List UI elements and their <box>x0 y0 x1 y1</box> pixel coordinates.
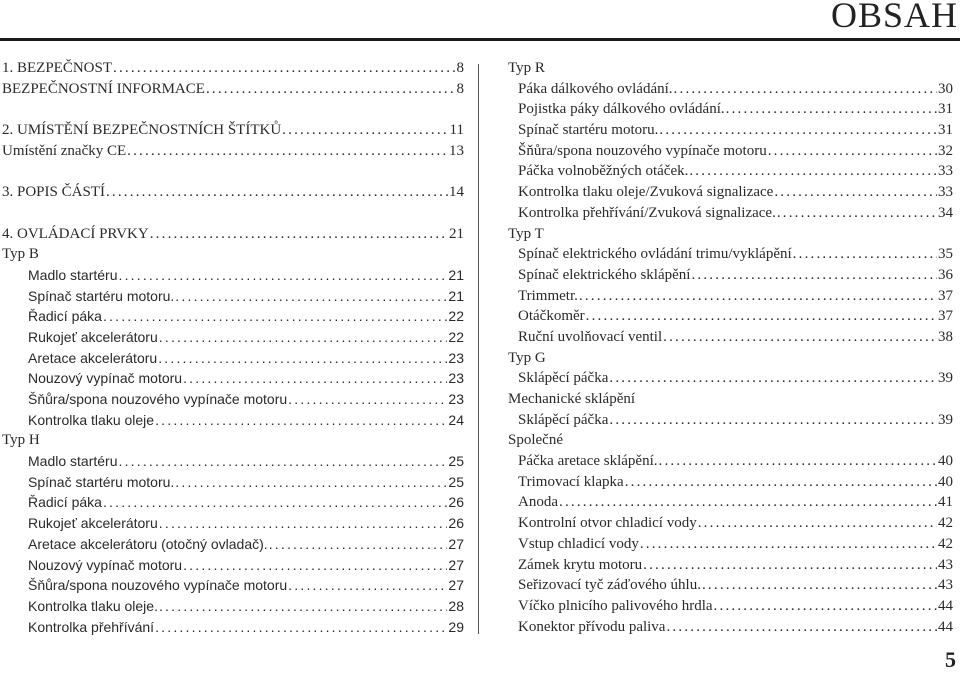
page-title: OBSAH <box>830 0 958 35</box>
toc-entry-title: Víčko plnicího palivového hrdla <box>518 597 713 614</box>
toc-leader-dots <box>127 141 448 162</box>
toc-entry[interactable] <box>2 286 464 307</box>
toc-leader-dots <box>269 534 448 555</box>
page-number: 5 <box>945 647 956 672</box>
toc-entry-page: 21 <box>449 225 464 242</box>
toc-leader-dots <box>726 99 937 120</box>
toc-entry[interactable] <box>508 472 953 493</box>
toc-entry[interactable] <box>2 555 464 576</box>
toc-entry-page: 39 <box>938 370 953 387</box>
toc-leader-dots <box>659 120 937 141</box>
toc-leader-dots <box>118 451 447 472</box>
toc-entry-title: 2. UMÍSTĚNÍ BEZPEČNOSTNÍCH ŠTÍTKŮ <box>2 122 282 139</box>
toc-leader-dots <box>288 389 447 410</box>
toc-entry[interactable] <box>508 410 953 431</box>
toc-section-heading <box>2 430 464 451</box>
toc-leader-dots <box>103 492 447 513</box>
toc-entry-page: 27 <box>448 577 464 594</box>
toc-entry-title: Aretace akcelerátoru <box>28 349 158 366</box>
toc-entry-title: Madlo startéru <box>28 453 118 470</box>
toc-entry-title: Mechanické sklápění <box>508 391 636 407</box>
toc-entry-page: 23 <box>448 370 464 387</box>
toc-entry-page: 27 <box>448 535 464 552</box>
toc-entry-title: Kontrolka tlaku oleje. <box>28 597 158 614</box>
toc-leader-dots <box>666 617 937 638</box>
toc-entry-page: 38 <box>938 328 953 345</box>
toc-entry-page: 41 <box>938 494 953 511</box>
toc-entry[interactable] <box>2 534 464 555</box>
toc-entry[interactable] <box>2 492 464 513</box>
toc-leader-dots <box>206 79 456 100</box>
toc-entry-page: 31 <box>938 122 953 139</box>
toc-leader-dots <box>282 120 448 141</box>
toc-entry[interactable] <box>508 534 953 555</box>
toc-entry[interactable] <box>2 410 464 431</box>
toc-entry[interactable] <box>2 596 464 617</box>
toc-leader-dots <box>559 492 937 513</box>
toc-section-heading <box>508 58 953 79</box>
toc-leader-dots <box>159 327 448 348</box>
toc-entry-title: Kontrolka přehřívání/Zvuková signalizace. <box>518 204 776 221</box>
toc-leader-dots <box>586 306 937 327</box>
toc-entry-title: Seřizovací tyč záďového úhlu. <box>518 577 701 594</box>
toc-entry[interactable] <box>2 182 464 203</box>
toc-leader-dots <box>118 265 447 286</box>
toc-entry-page: 44 <box>938 597 953 614</box>
toc-entry-title: Rukojeť akcelerátoru <box>28 328 158 345</box>
toc-entry-page: 27 <box>448 556 464 573</box>
toc-entry-title: Spínač elektrického sklápění <box>518 266 691 283</box>
toc-right-column <box>508 58 953 637</box>
toc-entry[interactable] <box>508 617 953 638</box>
toc-entry-page: 43 <box>938 556 953 573</box>
toc-entry-title: Sklápěcí páčka <box>518 370 609 387</box>
toc-entry[interactable] <box>2 389 464 410</box>
toc-entry-page: 31 <box>938 101 953 118</box>
toc-leader-dots <box>625 472 937 493</box>
toc-entry[interactable] <box>508 451 953 472</box>
toc-entry-title: Řadicí páka <box>28 494 102 511</box>
toc-entry[interactable] <box>508 575 953 596</box>
toc-leader-dots <box>175 286 447 307</box>
toc-entry-title: Vstup chladicí vody <box>518 535 639 552</box>
toc-entry-title: BEZPEČNOSTNÍ INFORMACE <box>2 80 205 97</box>
toc-leader-dots <box>691 265 937 286</box>
toc-leader-dots <box>698 513 937 534</box>
toc-entry-title: Trimovací klapka <box>518 473 624 490</box>
toc-entry[interactable] <box>508 327 953 348</box>
toc-entry-page: 24 <box>448 411 464 428</box>
toc-entry-title: Spínač startéru motoru. <box>28 473 175 490</box>
toc-entry[interactable] <box>2 348 464 369</box>
toc-entry[interactable] <box>2 472 464 493</box>
toc-entry-title: Páčka volnoběžných otáček. <box>518 163 689 180</box>
toc-entry[interactable] <box>508 203 953 224</box>
toc-entry-title: Šňůra/spona nouzového vypínače motoru <box>518 142 767 159</box>
toc-entry-title: Páčka aretace sklápění. <box>518 453 658 470</box>
toc-entry[interactable] <box>508 306 953 327</box>
toc-leader-dots <box>155 410 447 431</box>
toc-leader-dots <box>714 596 937 617</box>
toc-entry-title: Aretace akcelerátoru (otočný ovladač). <box>28 535 268 552</box>
toc-entry-page: 43 <box>938 577 953 594</box>
toc-entry[interactable] <box>508 513 953 534</box>
toc-entry-title: Řadicí páka <box>28 308 102 325</box>
toc-leader-dots <box>183 368 447 389</box>
toc-section-heading <box>508 430 953 451</box>
toc-entry-page: 22 <box>448 328 464 345</box>
toc-entry-page: 30 <box>938 80 953 97</box>
toc-entry-page: 39 <box>938 411 953 428</box>
toc-leader-dots <box>103 306 447 327</box>
toc-entry-page: 40 <box>938 453 953 470</box>
toc-entry-title: Typ G <box>508 349 546 366</box>
toc-entry-title: Nouzový vypínač motoru <box>28 370 183 387</box>
toc-entry-title: 4. OVLÁDACÍ PRVKY <box>2 225 149 242</box>
toc-leader-dots <box>689 161 937 182</box>
toc-entry-page: 25 <box>448 473 464 490</box>
toc-entry-page: 8 <box>456 80 464 97</box>
toc-entry-title: Anoda <box>518 494 558 511</box>
toc-entry-page: 25 <box>448 453 464 470</box>
toc-entry-page: 35 <box>938 246 953 263</box>
toc-entry[interactable] <box>2 141 464 162</box>
toc-leader-dots <box>579 286 937 307</box>
toc-entry-page: 26 <box>448 515 464 532</box>
toc-leader-dots <box>155 617 447 638</box>
toc-leader-dots <box>175 472 447 493</box>
toc-entry-page: 23 <box>448 349 464 366</box>
toc-entry-page: 32 <box>938 142 953 159</box>
toc-leader-dots <box>288 575 447 596</box>
toc-leader-dots <box>609 410 937 431</box>
toc-entry-page: 8 <box>456 60 464 76</box>
toc-entry-title: Ruční uvolňovací ventil <box>518 328 663 345</box>
toc-entry-title: Umístění značky CE <box>2 142 127 159</box>
toc-entry[interactable] <box>2 120 464 141</box>
toc-entry[interactable] <box>2 451 464 472</box>
toc-entry[interactable] <box>508 120 953 141</box>
toc-entry[interactable] <box>2 575 464 596</box>
toc-entry-page: 37 <box>938 287 953 304</box>
toc-entry-page: 37 <box>938 308 953 325</box>
toc-entry-title: Páka dálkového ovládání. <box>518 80 673 97</box>
toc-entry[interactable] <box>508 99 953 120</box>
toc-leader-dots <box>663 327 937 348</box>
toc-entry-title: Konektor přívodu paliva <box>518 618 666 635</box>
toc-entry-title: Otáčkoměr <box>518 308 585 325</box>
toc-leader-dots <box>183 555 447 576</box>
toc-left-column <box>2 58 464 637</box>
toc-entry-page: 22 <box>448 308 464 325</box>
toc-entry[interactable] <box>2 58 464 79</box>
toc-entry-page: 40 <box>938 473 953 490</box>
toc-entry-title: Šňůra/spona nouzového vypínače motoru <box>28 577 288 594</box>
toc-entry-title: Společné <box>508 432 563 449</box>
toc-leader-dots <box>640 534 937 555</box>
toc-entry-page: 23 <box>448 391 464 407</box>
toc-entry-page: 11 <box>449 122 464 139</box>
toc-entry-page: 42 <box>938 535 953 552</box>
toc-entry-title: Typ T <box>508 225 544 242</box>
toc-entry-title: Nouzový vypínač motoru <box>28 556 183 573</box>
toc-leader-dots <box>159 596 447 617</box>
toc-entry[interactable] <box>2 306 464 327</box>
toc-entry-title: Kontrolka tlaku oleje <box>28 411 155 428</box>
toc-entry[interactable] <box>2 265 464 286</box>
toc-section-heading <box>2 244 464 265</box>
toc-entry-title: Spínač startéru motoru. <box>518 122 659 139</box>
toc-entry[interactable] <box>2 79 464 100</box>
toc-leader-dots <box>106 182 448 203</box>
toc-entry-title: Spínač startéru motoru. <box>28 287 175 304</box>
toc-entry[interactable] <box>2 513 464 534</box>
toc-entry-title: 3. POPIS ČÁSTÍ <box>2 184 105 201</box>
toc-entry[interactable] <box>508 182 953 203</box>
toc-leader-dots <box>768 141 937 162</box>
toc-leader-dots <box>777 203 937 224</box>
toc-entry-page: 28 <box>448 597 464 614</box>
toc-leader-dots <box>150 224 448 245</box>
toc-leader-dots <box>674 79 937 100</box>
toc-entry-page: 44 <box>938 618 953 635</box>
toc-entry[interactable] <box>508 79 953 100</box>
toc-leader-dots <box>659 451 937 472</box>
toc-leader-dots <box>159 513 448 534</box>
toc-entry[interactable] <box>508 141 953 162</box>
toc-entry-page: 14 <box>449 184 464 201</box>
toc-leader-dots <box>793 244 937 265</box>
header-rule <box>0 38 960 41</box>
toc-entry-page: 33 <box>938 163 953 180</box>
toc-leader-dots <box>774 182 937 203</box>
toc-entry[interactable] <box>508 286 953 307</box>
toc-entry-title: Kontrolní otvor chladicí vody <box>518 515 697 532</box>
toc-entry-page: 29 <box>448 618 464 635</box>
toc-entry-page: 26 <box>448 494 464 511</box>
toc-entry[interactable] <box>2 617 464 638</box>
toc-entry[interactable] <box>2 368 464 389</box>
toc-section-heading <box>508 224 953 245</box>
toc-entry-title: Trimmetr. <box>518 287 578 304</box>
toc-entry[interactable] <box>508 161 953 182</box>
toc-entry-page: 21 <box>448 287 464 304</box>
toc-entry-page: 33 <box>938 184 953 201</box>
toc-entry-title: Pojistka páky dálkového ovládání. <box>518 101 725 118</box>
toc-entry-page: 13 <box>449 142 464 159</box>
toc-entry-title: Rukojeť akcelerátoru <box>28 515 158 532</box>
toc-entry-title: Sklápěcí páčka <box>518 411 609 428</box>
toc-entry-title: Zámek krytu motoru <box>518 556 643 573</box>
toc-entry-title: Madlo startéru <box>28 266 118 283</box>
toc-entry-title: Kontrolka přehřívání <box>28 618 155 635</box>
toc-entry[interactable] <box>508 244 953 265</box>
toc-entry[interactable] <box>508 265 953 286</box>
toc-entry[interactable] <box>508 492 953 513</box>
toc-entry[interactable] <box>508 368 953 389</box>
toc-section-heading <box>508 348 953 369</box>
toc-entry-title: 1. BEZPEČNOST <box>2 60 113 76</box>
toc-entry-page: 21 <box>448 266 464 283</box>
toc-leader-dots <box>702 575 937 596</box>
toc-entry-title: Kontrolka tlaku oleje/Zvuková signalizace <box>518 184 774 201</box>
toc-entry[interactable] <box>2 327 464 348</box>
toc-entry[interactable] <box>508 596 953 617</box>
toc-entry[interactable] <box>508 555 953 576</box>
toc-section-heading <box>508 389 953 410</box>
toc-entry[interactable] <box>2 224 464 245</box>
toc-leader-dots <box>113 58 455 79</box>
toc-entry-title: Šňůra/spona nouzového vypínače motoru <box>28 391 288 407</box>
toc-entry-title: Typ H <box>2 432 40 449</box>
toc-leader-dots <box>158 348 447 369</box>
toc-leader-dots <box>643 555 937 576</box>
column-divider <box>478 64 479 634</box>
toc-entry-title: Typ R <box>508 60 545 76</box>
toc-entry-page: 36 <box>938 266 953 283</box>
toc-entry-title: Spínač elektrického ovládání trimu/vyklápění <box>518 246 792 263</box>
toc-leader-dots <box>609 368 937 389</box>
toc-entry-page: 34 <box>938 204 953 221</box>
toc-entry-title: Typ B <box>2 246 39 263</box>
toc-entry-page: 42 <box>938 515 953 532</box>
